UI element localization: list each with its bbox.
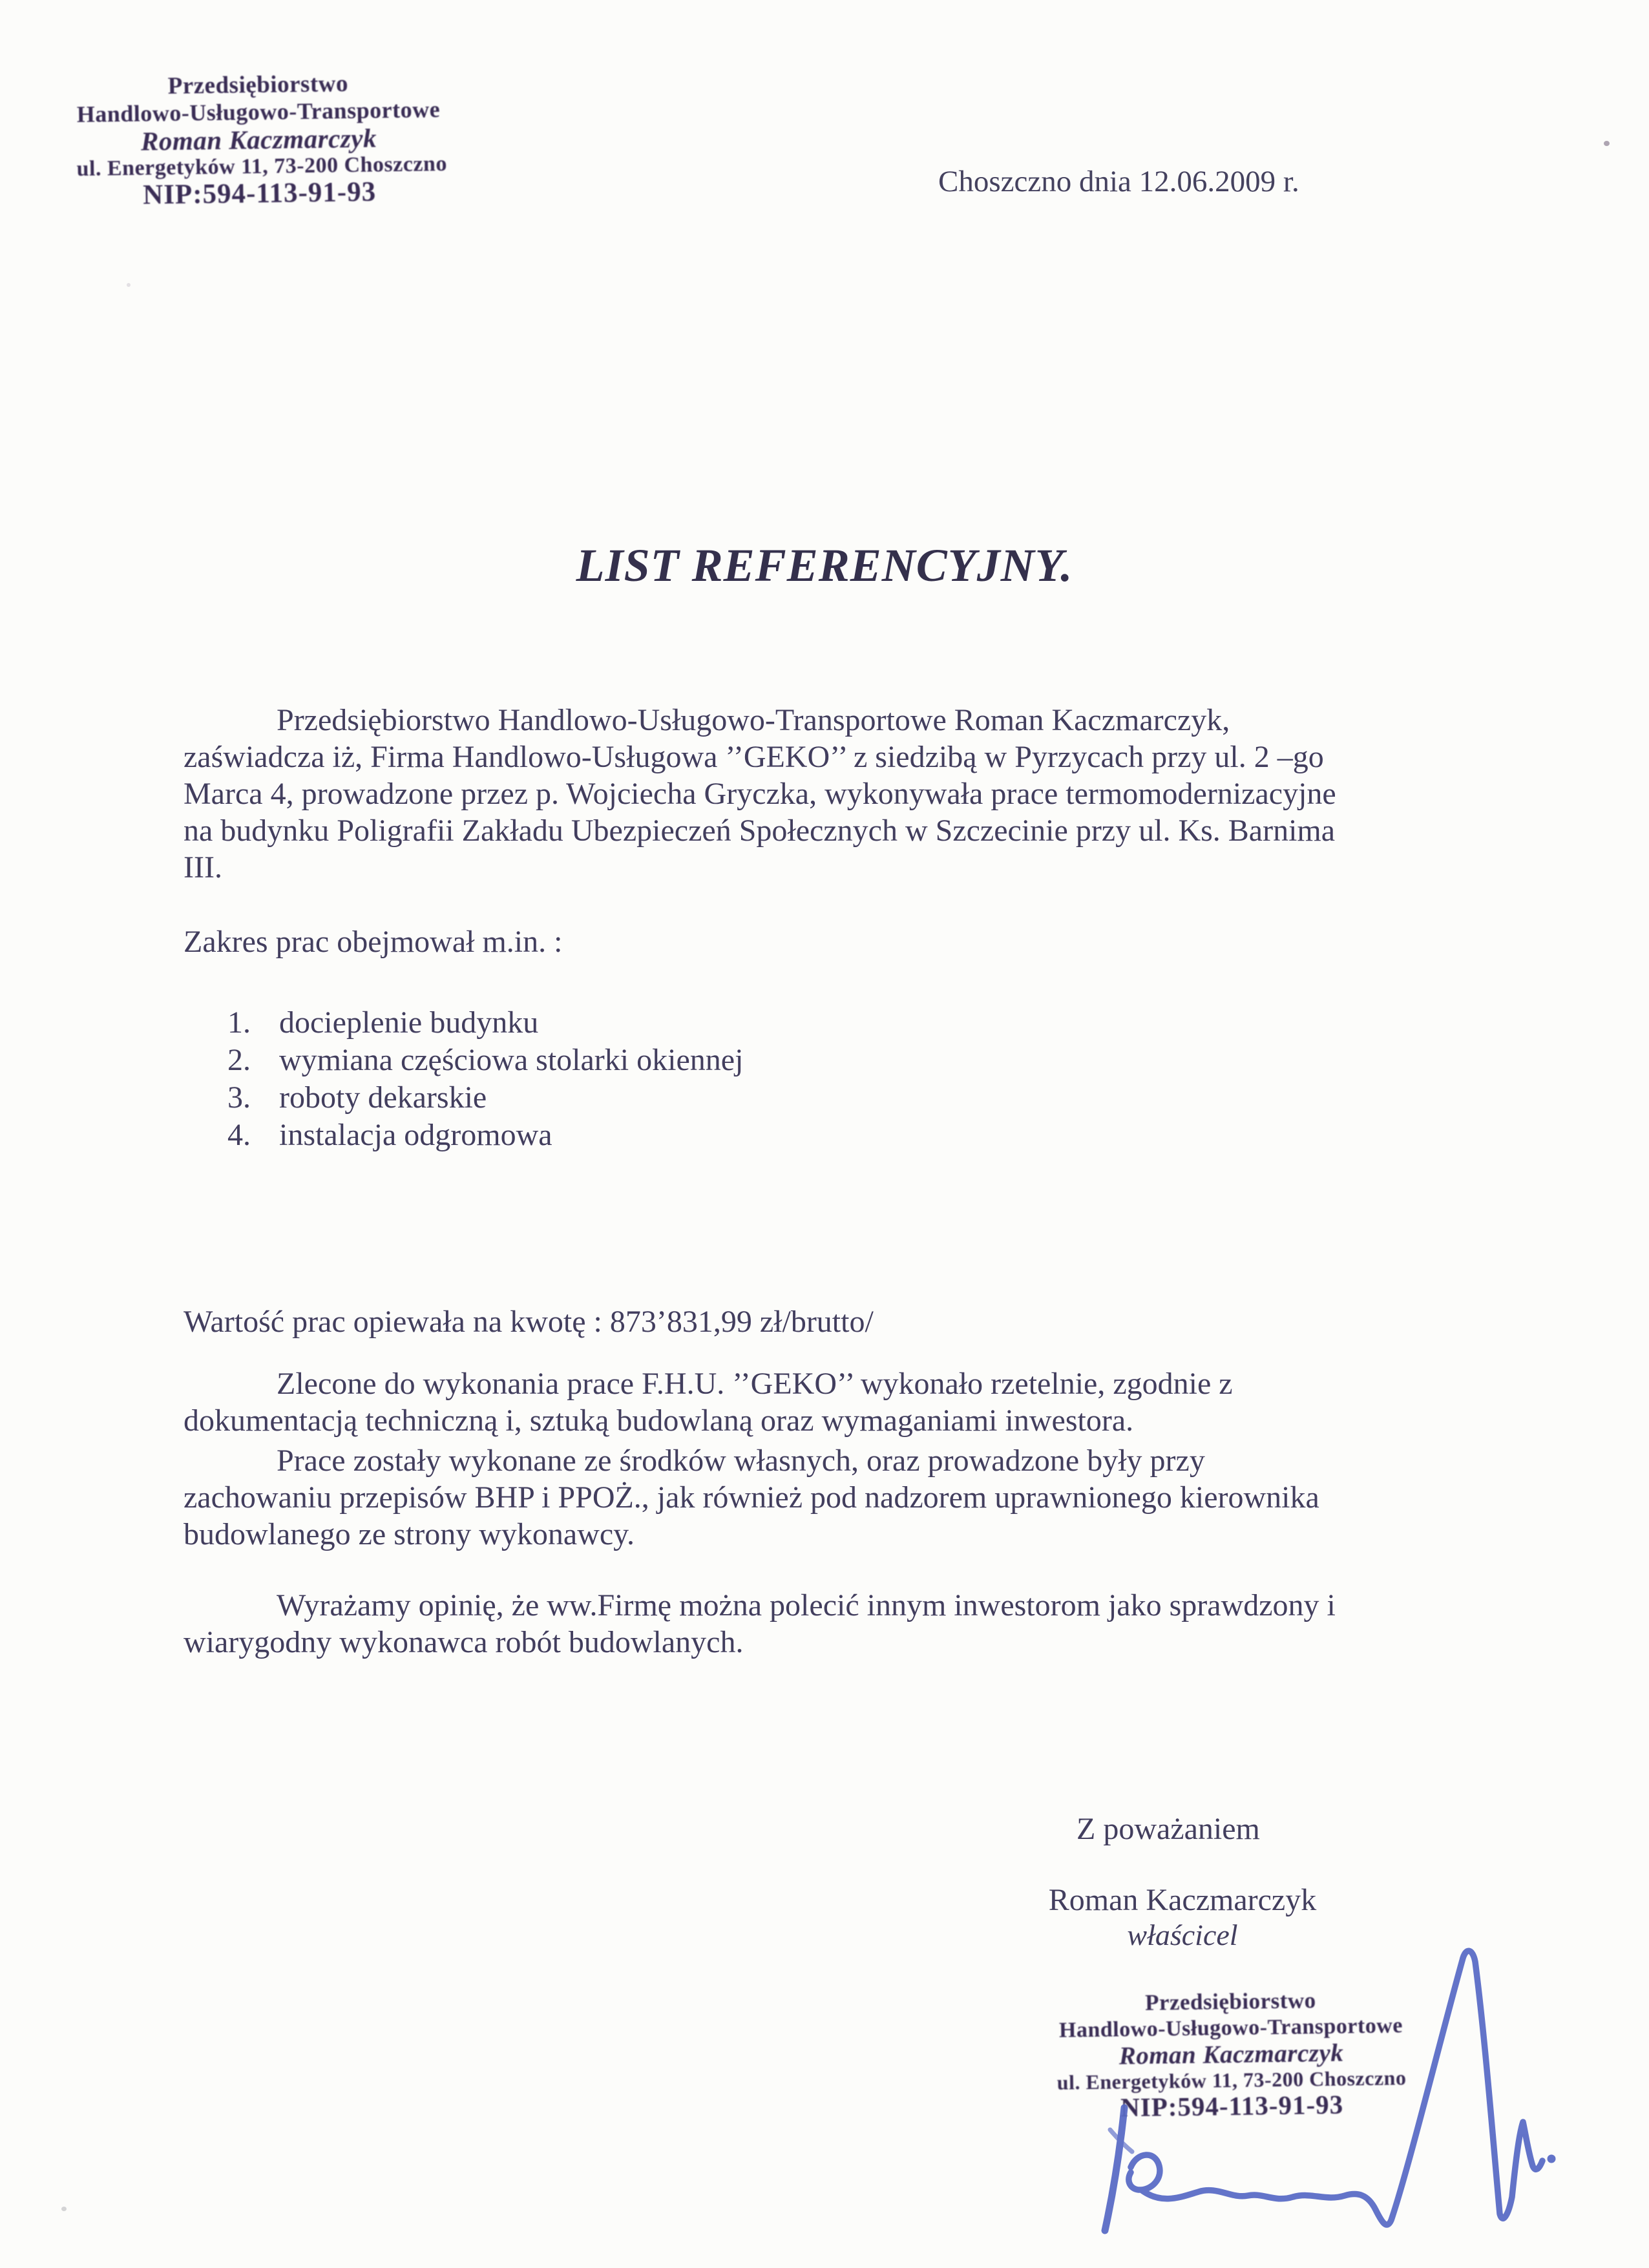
scan-speck [127, 283, 131, 287]
paragraph3-line: zachowaniu przepisów BHP i PPOŻ., jak również pod nadzorem uprawnionego kierownika [184, 1480, 1319, 1515]
stamp-owner-name: Roman Kaczmarczyk [1119, 2039, 1344, 2070]
signer-title: właścicel [1127, 1918, 1238, 1951]
scope-heading: Zakres prac obejmował m.in. : [184, 925, 563, 959]
stamp-nip: NIP:594-113-91-93 [142, 176, 377, 211]
handwritten-signature-icon [1034, 1938, 1564, 2249]
stamp-company-name: Handlowo-Usługowo-Transportowe [1058, 2013, 1403, 2042]
work-item-text: wymiana częściowa stolarki okiennej [279, 1043, 744, 1077]
letter-title: LIST REFERENCYJNY. [576, 540, 1073, 591]
stamp-nip: NIP:594-113-91-93 [1120, 2089, 1344, 2123]
paragraph3-line: budowlanego ze strony wykonawcy. [184, 1517, 635, 1551]
closing-salutation: Z poważaniem [1077, 1812, 1260, 1846]
work-item-number: 3. [227, 1080, 251, 1115]
company-stamp-top [76, 70, 448, 211]
stamp-company-type: Przedsiębiorstwo [167, 70, 349, 100]
paragraph1-line: III. [184, 850, 222, 885]
paragraph2-line: dokumentacją techniczną i, sztuką budowlaną oraz wymaganiami inwestora. [184, 1403, 1134, 1438]
scan-speck [61, 2207, 67, 2211]
paragraph3-line: Prace zostały wykonane ze środków własnych, oraz prowadzone były przy [277, 1444, 1205, 1478]
work-item-text: docieplenie budynku [279, 1005, 539, 1040]
stamp-company-type: Przedsiębiorstwo [1144, 1988, 1316, 2015]
paragraph1-line: na budynku Poligrafii Zakładu Ubezpieczeń Społecznych w Szczecinie przy ul. Ks. Barnima [184, 814, 1336, 848]
paragraph4-line: Wyrażamy opinię, że ww.Firmę można polecić innym inwestorom jako sprawdzony i [277, 1588, 1336, 1622]
paragraph2-line: Zlecone do wykonania prace F.H.U. ’’GEKO’’ wykonało rzetelnie, zgodnie z [277, 1367, 1233, 1401]
contract-value-line: Wartość prac opiewała na kwotę : 873’831,99 zł/brutto/ [184, 1305, 874, 1339]
paragraph1-line: Przedsiębiorstwo Handlowo-Usługowo-Transportowe Roman Kaczmarczyk, [277, 703, 1230, 737]
scan-speck [1604, 141, 1610, 146]
stamp-address: ul. Energetyków 11, 73-200 Choszczno [76, 151, 448, 181]
stamp-owner-name: Roman Kaczmarczyk [140, 123, 377, 156]
paragraph1-line: Marca 4, prowadzone przez p. Wojciecha Gryczka, wykonywała prace termomodernizacyjne [184, 777, 1336, 811]
work-item-number: 2. [227, 1043, 251, 1077]
paragraph4-line: wiarygodny wykonawca robót budowlanych. [184, 1625, 744, 1659]
date-line: Choszczno dnia 12.06.2009 r. [938, 165, 1299, 198]
work-item-number: 4. [227, 1118, 251, 1152]
work-item-text: instalacja odgromowa [279, 1118, 552, 1152]
signer-name: Roman Kaczmarczyk [1048, 1883, 1317, 1917]
paragraph1-line: zaświadcza iż, Firma Handlowo-Usługowa ’’GEKO’’ z siedzibą w Pyrzycach przy ul. 2 –go [184, 740, 1324, 774]
stamp-address: ul. Energetyków 11, 73-200 Choszczno [1056, 2066, 1407, 2094]
stamp-company-name: Handlowo-Usługowo-Transportowe [76, 96, 441, 127]
work-item-number: 1. [227, 1005, 251, 1040]
work-item-text: roboty dekarskie [279, 1080, 487, 1115]
